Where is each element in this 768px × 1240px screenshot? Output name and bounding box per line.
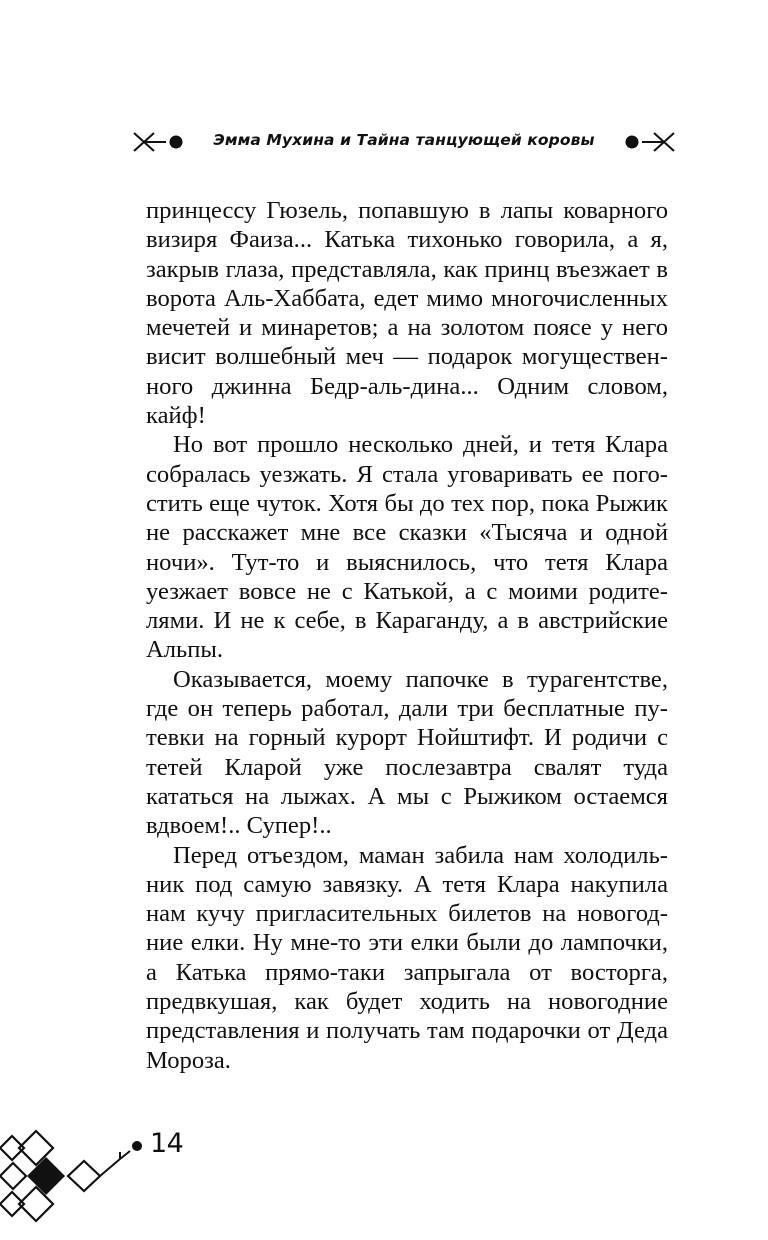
paragraph-2: Но вот прошло несколько дней, и тетя Клара собралась уезжать. Я стала уговаривать ее погостить еще чуток. Хотя бы до тех пор, пока Рыжик не расскажет мне все сказки «Тысяча и одной ночи». Тут-то и выяснилось, что тетя Клара уезжает вовсе не с Катькой, а с моими родителями. И не к себе, в Караганду, а в австрийские Альпы. xyxy=(146,431,668,664)
header-ornament-right-icon xyxy=(622,122,678,162)
paragraph-1: принцессу Гюзель, попавшую в лапы коварного визиря Фаиза... Катька тихонько говорила, а я, закрыв глаза, представляла, как принц въезжает в ворота Аль-Хаббата, едет мимо многочисленных мечетей и минаретов; а на золотом поясе у него висит волшебный меч — подарок могущественного джинна Бедр-аль-дина... Одним словом, кайф! xyxy=(146,197,668,430)
running-header xyxy=(130,122,678,162)
footer-diamond-ornament-icon xyxy=(0,1110,150,1240)
body-text xyxy=(146,196,668,1075)
paragraph-4: Перед отъездом, маман забила нам холодильник под самую завязку. А тетя Клара накупила нам кучу пригласительных билетов на новогодние елки. Ну мне-то эти елки были до лампочки, а Катька прямо-таки запрыгала от восторга, предвкушая, как будет ходить на новогодние представления и получать там подарочки от Деда Мороза. xyxy=(146,841,668,1074)
header-title: Эмма Мухина и Тайна танцующей коровы xyxy=(213,131,595,149)
paragraph-3: Оказывается, моему папочке в турагентстве, где он теперь работал, дали три бесплатные путевки на горный курорт Нойштифт. И родичи с тетей Кларой уже послезавтра свалят туда кататься на лыжах. А мы с Рыжиком остаемся вдвоем!.. Супер!.. xyxy=(146,665,668,840)
page-number: 14 xyxy=(150,1128,184,1159)
